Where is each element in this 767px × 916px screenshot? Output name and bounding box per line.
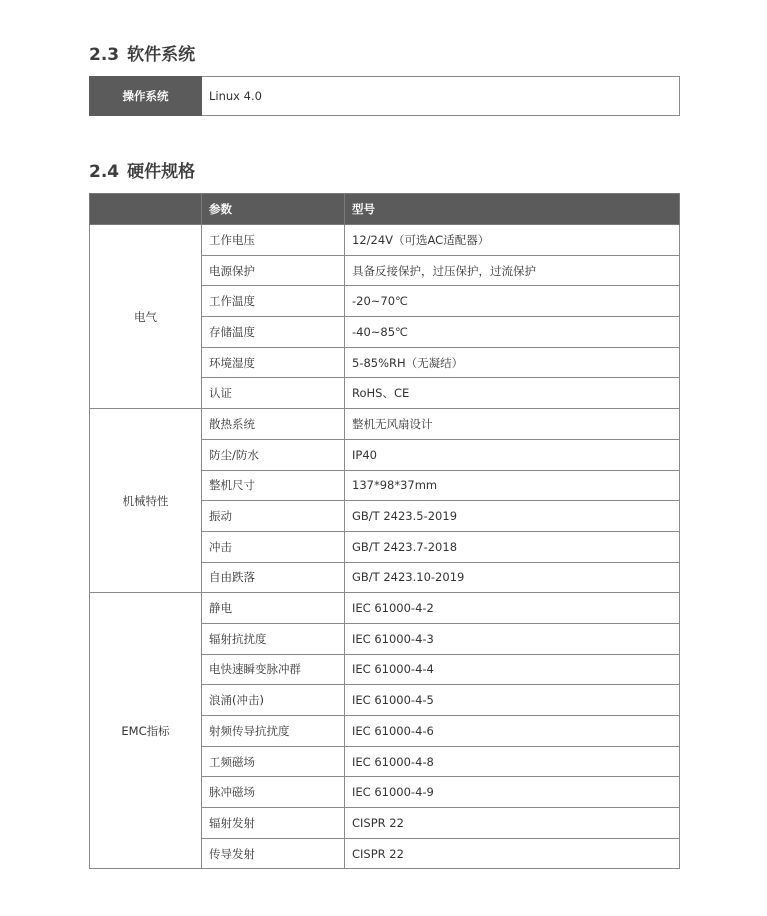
param-cell: 防尘/防水: [202, 439, 345, 470]
param-cell: 辐射发射: [202, 808, 345, 839]
param-cell: 工作电压: [202, 225, 345, 256]
param-cell: 电源保护: [202, 255, 345, 286]
model-cell: GB/T 2423.5-2019: [345, 501, 680, 532]
model-cell: -40~85℃: [345, 317, 680, 348]
param-cell: 脉冲磁场: [202, 777, 345, 808]
group-name-cell: 电气: [90, 225, 202, 409]
model-cell: 137*98*37mm: [345, 470, 680, 501]
model-cell: IP40: [345, 439, 680, 470]
table-row: [90, 77, 680, 116]
param-cell: 冲击: [202, 531, 345, 562]
header-model-cell: 型号: [345, 194, 680, 225]
param-cell: 自由跌落: [202, 562, 345, 593]
table-row: [90, 409, 680, 440]
model-cell: IEC 61000-4-5: [345, 685, 680, 716]
model-cell: 5-85%RH（无凝结）: [345, 347, 680, 378]
section-title-text: 硬件规格: [127, 162, 196, 182]
model-cell: CISPR 22: [345, 838, 680, 869]
param-cell: 振动: [202, 501, 345, 532]
model-cell: IEC 61000-4-4: [345, 654, 680, 685]
os-value-cell: Linux 4.0: [202, 77, 680, 116]
param-cell: 射频传导抗扰度: [202, 716, 345, 747]
hardware-spec-table: [89, 193, 680, 869]
model-cell: IEC 61000-4-6: [345, 716, 680, 747]
param-cell: 电快速瞬变脉冲群: [202, 654, 345, 685]
table-row: [90, 225, 680, 256]
param-cell: 浪涌(冲击): [202, 685, 345, 716]
param-cell: 认证: [202, 378, 345, 409]
param-cell: 存储温度: [202, 317, 345, 348]
param-cell: 整机尺寸: [202, 470, 345, 501]
model-cell: 整机无风扇设计: [345, 409, 680, 440]
model-cell: -20~70℃: [345, 286, 680, 317]
os-table: [89, 76, 680, 116]
section-number: 2.4: [89, 162, 120, 182]
header-blank-cell: [90, 194, 202, 225]
model-cell: RoHS、CE: [345, 378, 680, 409]
group-name-cell: 机械特性: [90, 409, 202, 593]
os-label-cell: 操作系统: [90, 77, 202, 116]
section-title-text: 软件系统: [127, 45, 196, 65]
model-cell: GB/T 2423.10-2019: [345, 562, 680, 593]
section-heading-hardware: [89, 157, 195, 182]
param-cell: 传导发射: [202, 838, 345, 869]
param-cell: 工频磁场: [202, 746, 345, 777]
model-cell: IEC 61000-4-8: [345, 746, 680, 777]
param-cell: 静电: [202, 593, 345, 624]
param-cell: 散热系统: [202, 409, 345, 440]
table-row: [90, 593, 680, 624]
table-header-row: [90, 194, 680, 225]
model-cell: IEC 61000-4-3: [345, 623, 680, 654]
section-number: 2.3: [89, 45, 120, 65]
model-cell: GB/T 2423.7-2018: [345, 531, 680, 562]
model-cell: IEC 61000-4-9: [345, 777, 680, 808]
param-cell: 环境湿度: [202, 347, 345, 378]
model-cell: 具备反接保护，过压保护，过流保护: [345, 255, 680, 286]
param-cell: 辐射抗扰度: [202, 623, 345, 654]
group-name-cell: EMC指标: [90, 593, 202, 869]
model-cell: 12/24V（可选AC适配器）: [345, 225, 680, 256]
model-cell: CISPR 22: [345, 808, 680, 839]
header-param-cell: 参数: [202, 194, 345, 225]
model-cell: IEC 61000-4-2: [345, 593, 680, 624]
param-cell: 工作温度: [202, 286, 345, 317]
section-heading-software: [89, 40, 195, 65]
spec-table-body: [90, 225, 680, 869]
